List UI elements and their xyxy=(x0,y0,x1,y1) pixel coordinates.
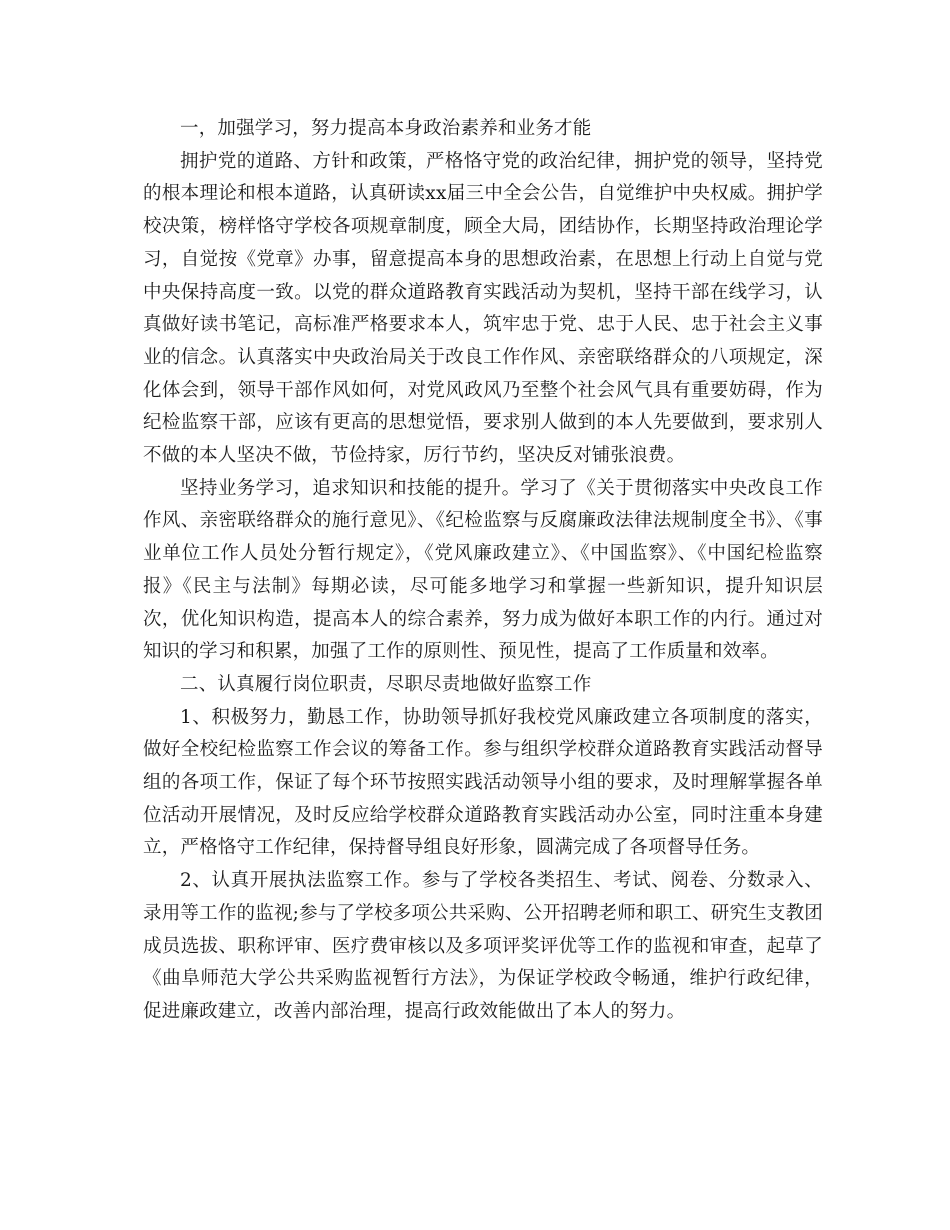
paragraph: 1、积极努力，勤恳工作，协助领导抓好我校党风廉政建立各项制度的落实，做好全校纪检监察工作会议的筹备工作。参与组织学校群众道路教育实践活动督导组的各项工作，保证了每个环节按照实践活动领导小组的要求，及时理解掌握各单位活动开展情况，及时反应给学校群众道路教育实践活动办公室，同时注重本身建立，严格恪守工作纪律，保持督导组良好形象，圆满完成了各项督导任务。 xyxy=(143,706,823,859)
section-heading-1: 一，加强学习，努力提高本身政治素养和业务才能 xyxy=(180,118,592,139)
paragraph: 2、认真开展执法监察工作。参与了学校各类招生、考试、阅卷、分数录入、录用等工作的监视;参与了学校多项公共采购、公开招聘老师和职工、研究生支教团成员选拔、职称评审、医疗费审核以及多项评奖评优等工作的监视和审查，起草了《曲阜师范大学公共采购监视暂行方法》，为保证学校政令畅通，维护行政纪律，促进廉政建立，改善内部治理，提高行政效能做出了本人的努力。 xyxy=(143,870,823,1022)
paragraph: 坚持业务学习，追求知识和技能的提升。学习了《关于贯彻落实中央改良工作作风、亲密联络群众的施行意见》、《纪检监察与反腐廉政法律法规制度全书》、《事业单位工作人员处分暂行规定》，《党风廉政建立》、《中国监察》、《中国纪检监察报》《民主与法制》每期必读，尽可能多地学习和掌握一些新知识，提升知识层次，优化知识构造，提高本人的综合素养，努力成为做好本职工作的内行。通过对知识的学习和积累，加强了工作的原则性、预见性，提高了工作质量和效率。 xyxy=(143,477,823,663)
section-heading-2: 二、认真履行岗位职责，尽职尽责地做好监察工作 xyxy=(180,673,592,695)
paragraph: 拥护党的道路、方针和政策，严格恪守党的政治纪律，拥护党的领导，坚持党的根本理论和根本道路，认真研读xx届三中全会公告，自觉维护中央权威。拥护学校决策，榜样恪守学校各项规章制度，顾全大局，团结协作，长期坚持政治理论学习，自觉按《党章》办事，留意提高本身的思想政治素，在思想上行动上自觉与党中央保持高度一致。以党的群众道路教育实践活动为契机，坚持干部在线学习，认真做好读书笔记，高标准严格要求本人，筑牢忠于党、忠于人民、忠于社会主义事业的信念。认真落实中央政治局关于改良工作作风、亲密联络群众的八项规定，深化体会到，领导干部作风如何，对党风政风乃至整个社会风气具有重要妨碍，作为纪检监察干部，应该有更高的思想觉悟，要求别人做到的本人先要做到，要求别人不做的本人坚决不做，节俭持家，厉行节约，坚决反对铺张浪费。 xyxy=(143,150,823,467)
document-body xyxy=(143,113,823,1029)
